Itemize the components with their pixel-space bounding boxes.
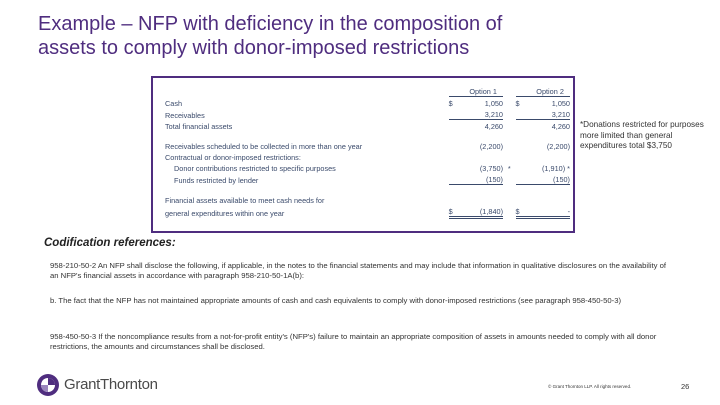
option-2-dollar: $ <box>515 99 520 108</box>
option-2-value: 1,050 <box>551 99 570 108</box>
codification-paragraph-1: 958-210-50-2 An NFP shall disclose the following, if applicable, in the notes to the financial statements and may include that information in qualitative disclosures on the availability of an NFP's financial assets in accordance with paragraph 958-210-50-1A(b): <box>50 261 667 280</box>
financial-table-frame <box>151 76 575 233</box>
page-number: 26 <box>681 382 690 391</box>
financial-assets-table <box>165 82 570 219</box>
row-label: Total financial assets <box>165 122 233 131</box>
table-row <box>165 162 570 173</box>
restriction-footnote: *Donations restricted for purposes more limited than general expenditures total $3,750 <box>580 120 704 150</box>
option-1-asterisk: * <box>507 164 511 173</box>
option-2-asterisk: * <box>567 164 570 173</box>
table-header-row <box>165 82 570 97</box>
table-row <box>165 185 570 206</box>
option-1-value: 3,210 <box>463 108 503 120</box>
row-label: Financial assets available to meet cash needs for <box>165 196 325 205</box>
table-row <box>165 131 570 151</box>
option-1-value: 4,260 <box>484 122 503 131</box>
codification-paragraph-2: b. The fact that the NFP has not maintained appropriate amounts of cash and cash equivalents to comply with donor-imposed restrictions (see paragraph 958-450-50-3) <box>50 296 622 305</box>
table-row <box>165 205 570 218</box>
row-label: Receivables <box>165 110 205 120</box>
option-1-dollar: $ <box>449 205 464 218</box>
option-2-value: (150) <box>530 173 570 185</box>
logo-mark-icon <box>36 372 60 398</box>
option-2-value: (2,200) <box>546 142 570 151</box>
table-row <box>165 108 570 120</box>
header-option-1: Option 1 <box>463 82 503 97</box>
grant-thornton-logo <box>36 372 196 398</box>
option-2-value: 4,260 <box>551 122 570 131</box>
option-1-value: (3,750) <box>479 164 503 173</box>
option-1-dollar: $ <box>448 99 453 108</box>
option-1-value: (1,840) <box>463 205 503 218</box>
slide-title <box>38 12 698 60</box>
row-label: Receivables scheduled to be collected in more than one year <box>165 142 363 151</box>
copyright-notice: © Grant Thornton LLP. All rights reserved. <box>548 384 632 389</box>
title-line-2: assets to comply with donor-imposed restrictions <box>38 37 470 59</box>
header-option-2: Option 2 <box>530 82 570 97</box>
logo-text: GrantThornton <box>64 376 158 393</box>
option-1-value: (2,200) <box>479 142 503 151</box>
table-row <box>165 97 570 109</box>
table-row <box>165 173 570 185</box>
title-line-1: Example – NFP with deficiency in the composition of <box>38 13 503 35</box>
row-label: Cash <box>165 99 183 108</box>
option-1-value: (150) <box>463 173 503 185</box>
row-label: Funds restricted by lender <box>174 175 259 185</box>
table-row <box>165 151 570 162</box>
option-2-value: (1,910) * <box>542 164 570 173</box>
codification-paragraph-3: 958-450-50-3 If the noncompliance results from a not-for-profit entity's (NFP's) failure to maintain an appropriate composition of assets in amounts needed to comply with all donor restrictions, the amounts and circumstances shall be disclosed. <box>50 332 657 351</box>
row-label: general expenditures within one year <box>165 208 285 218</box>
row-label: Contractual or donor-imposed restrictions: <box>165 153 301 162</box>
option-2-value: - <box>530 205 570 218</box>
row-label: Donor contributions restricted to specific purposes <box>174 164 336 173</box>
codification-heading: Codification references: <box>44 237 176 249</box>
option-2-dollar: $ <box>516 205 531 218</box>
table-row <box>165 120 570 132</box>
option-1-value: 1,050 <box>484 99 503 108</box>
option-2-value: 3,210 <box>530 108 570 120</box>
